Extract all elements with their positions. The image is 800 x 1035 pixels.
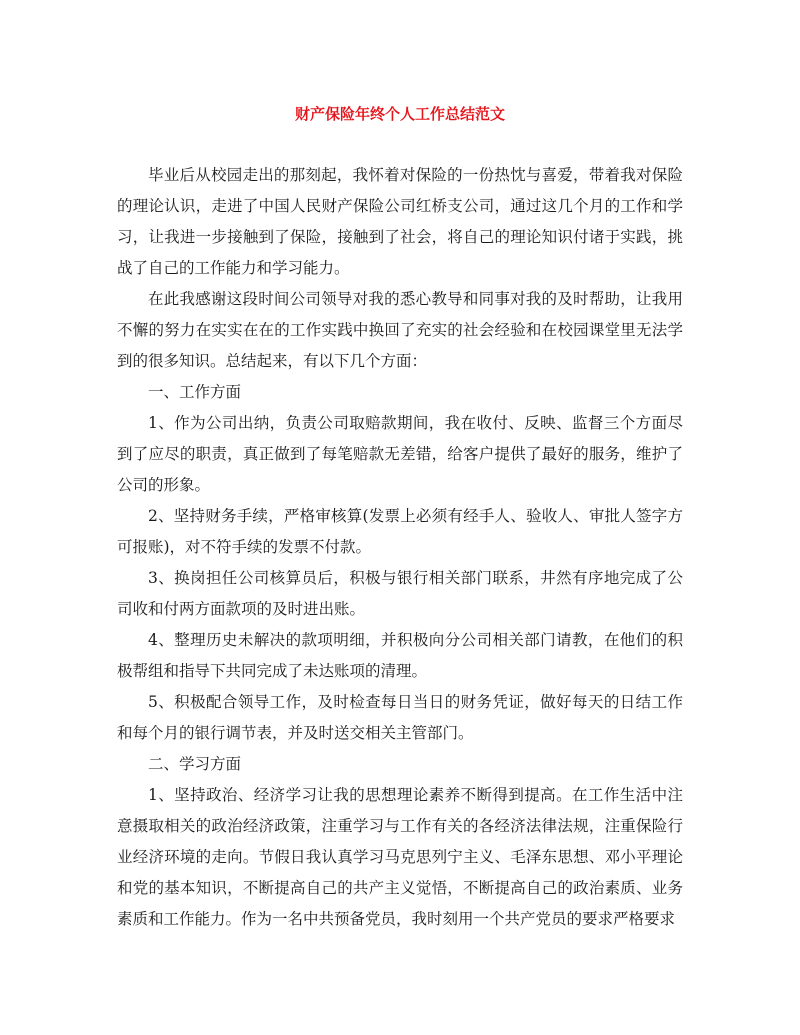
paragraph-intro: 毕业后从校园走出的那刻起，我怀着对保险的一份热忱与喜爱，带着我对保险的理论认识，走进了中国人民财产保险公司红桥支公司，通过这几个月的工作和学习，让我进一步接触到了保险，接触到了社会，将自己的理论知识付诸于实践，挑战了自己的工作能力和学习能力。: [117, 166, 683, 277]
work-item-3: 3、换岗担任公司核算员后，积极与银行相关部门联系，井然有序地完成了公司收和付两方面款项的及时进出账。: [117, 569, 683, 618]
work-item-2: 2、坚持财务手续，严格审核算(发票上必须有经手人、验收人、审批人签字方可报账)，对不符手续的发票不付款。: [117, 507, 683, 556]
section-heading-work: 一、工作方面: [148, 383, 242, 401]
work-item-1: 1、作为公司出纳，负责公司取赔款期间，我在收付、反映、监督三个方面尽到了应尽的职责，真正做到了每笔赔款无差错，给客户提供了最好的服务，维护了公司的形象。: [117, 414, 683, 494]
work-item-5: 5、积极配合领导工作，及时检查每日当日的财务凭证，做好每天的日结工作和每个月的银行调节表，并及时送交相关主管部门。: [117, 693, 683, 742]
paragraph-thanks: 在此我感谢这段时间公司领导对我的悉心教导和同事对我的及时帮助，让我用不懈的努力在实实在在的工作实践中换回了充实的社会经验和在校园课堂里无法学到的很多知识。总结起来，有以下几个方面：: [117, 290, 683, 370]
document-title: 财产保险年终个人工作总结范文: [294, 105, 505, 123]
work-item-4: 4、整理历史未解决的款项明细，并积极向分公司相关部门请教，在他们的积极帮组和指导下共同完成了未达账项的清理。: [117, 631, 683, 680]
section-heading-study: 二、学习方面: [148, 755, 242, 773]
document-body: [117, 160, 683, 935]
study-item-1: 1、坚持政治、经济学习让我的思想理论素养不断得到提高。在工作生活中注意摄取相关的政治经济政策，注重学习与工作有关的各经济法律法规，注重保险行业经济环境的走向。节假日我认真学习马克思列宁主义、毛泽东思想、邓小平理论和党的基本知识，不断提高自己的共产主义觉悟，不断提高自己的政治素质、业务素质和工作能力。作为一名中共预备党员，我时刻用一个共产党员的要求严格要求: [117, 786, 683, 928]
